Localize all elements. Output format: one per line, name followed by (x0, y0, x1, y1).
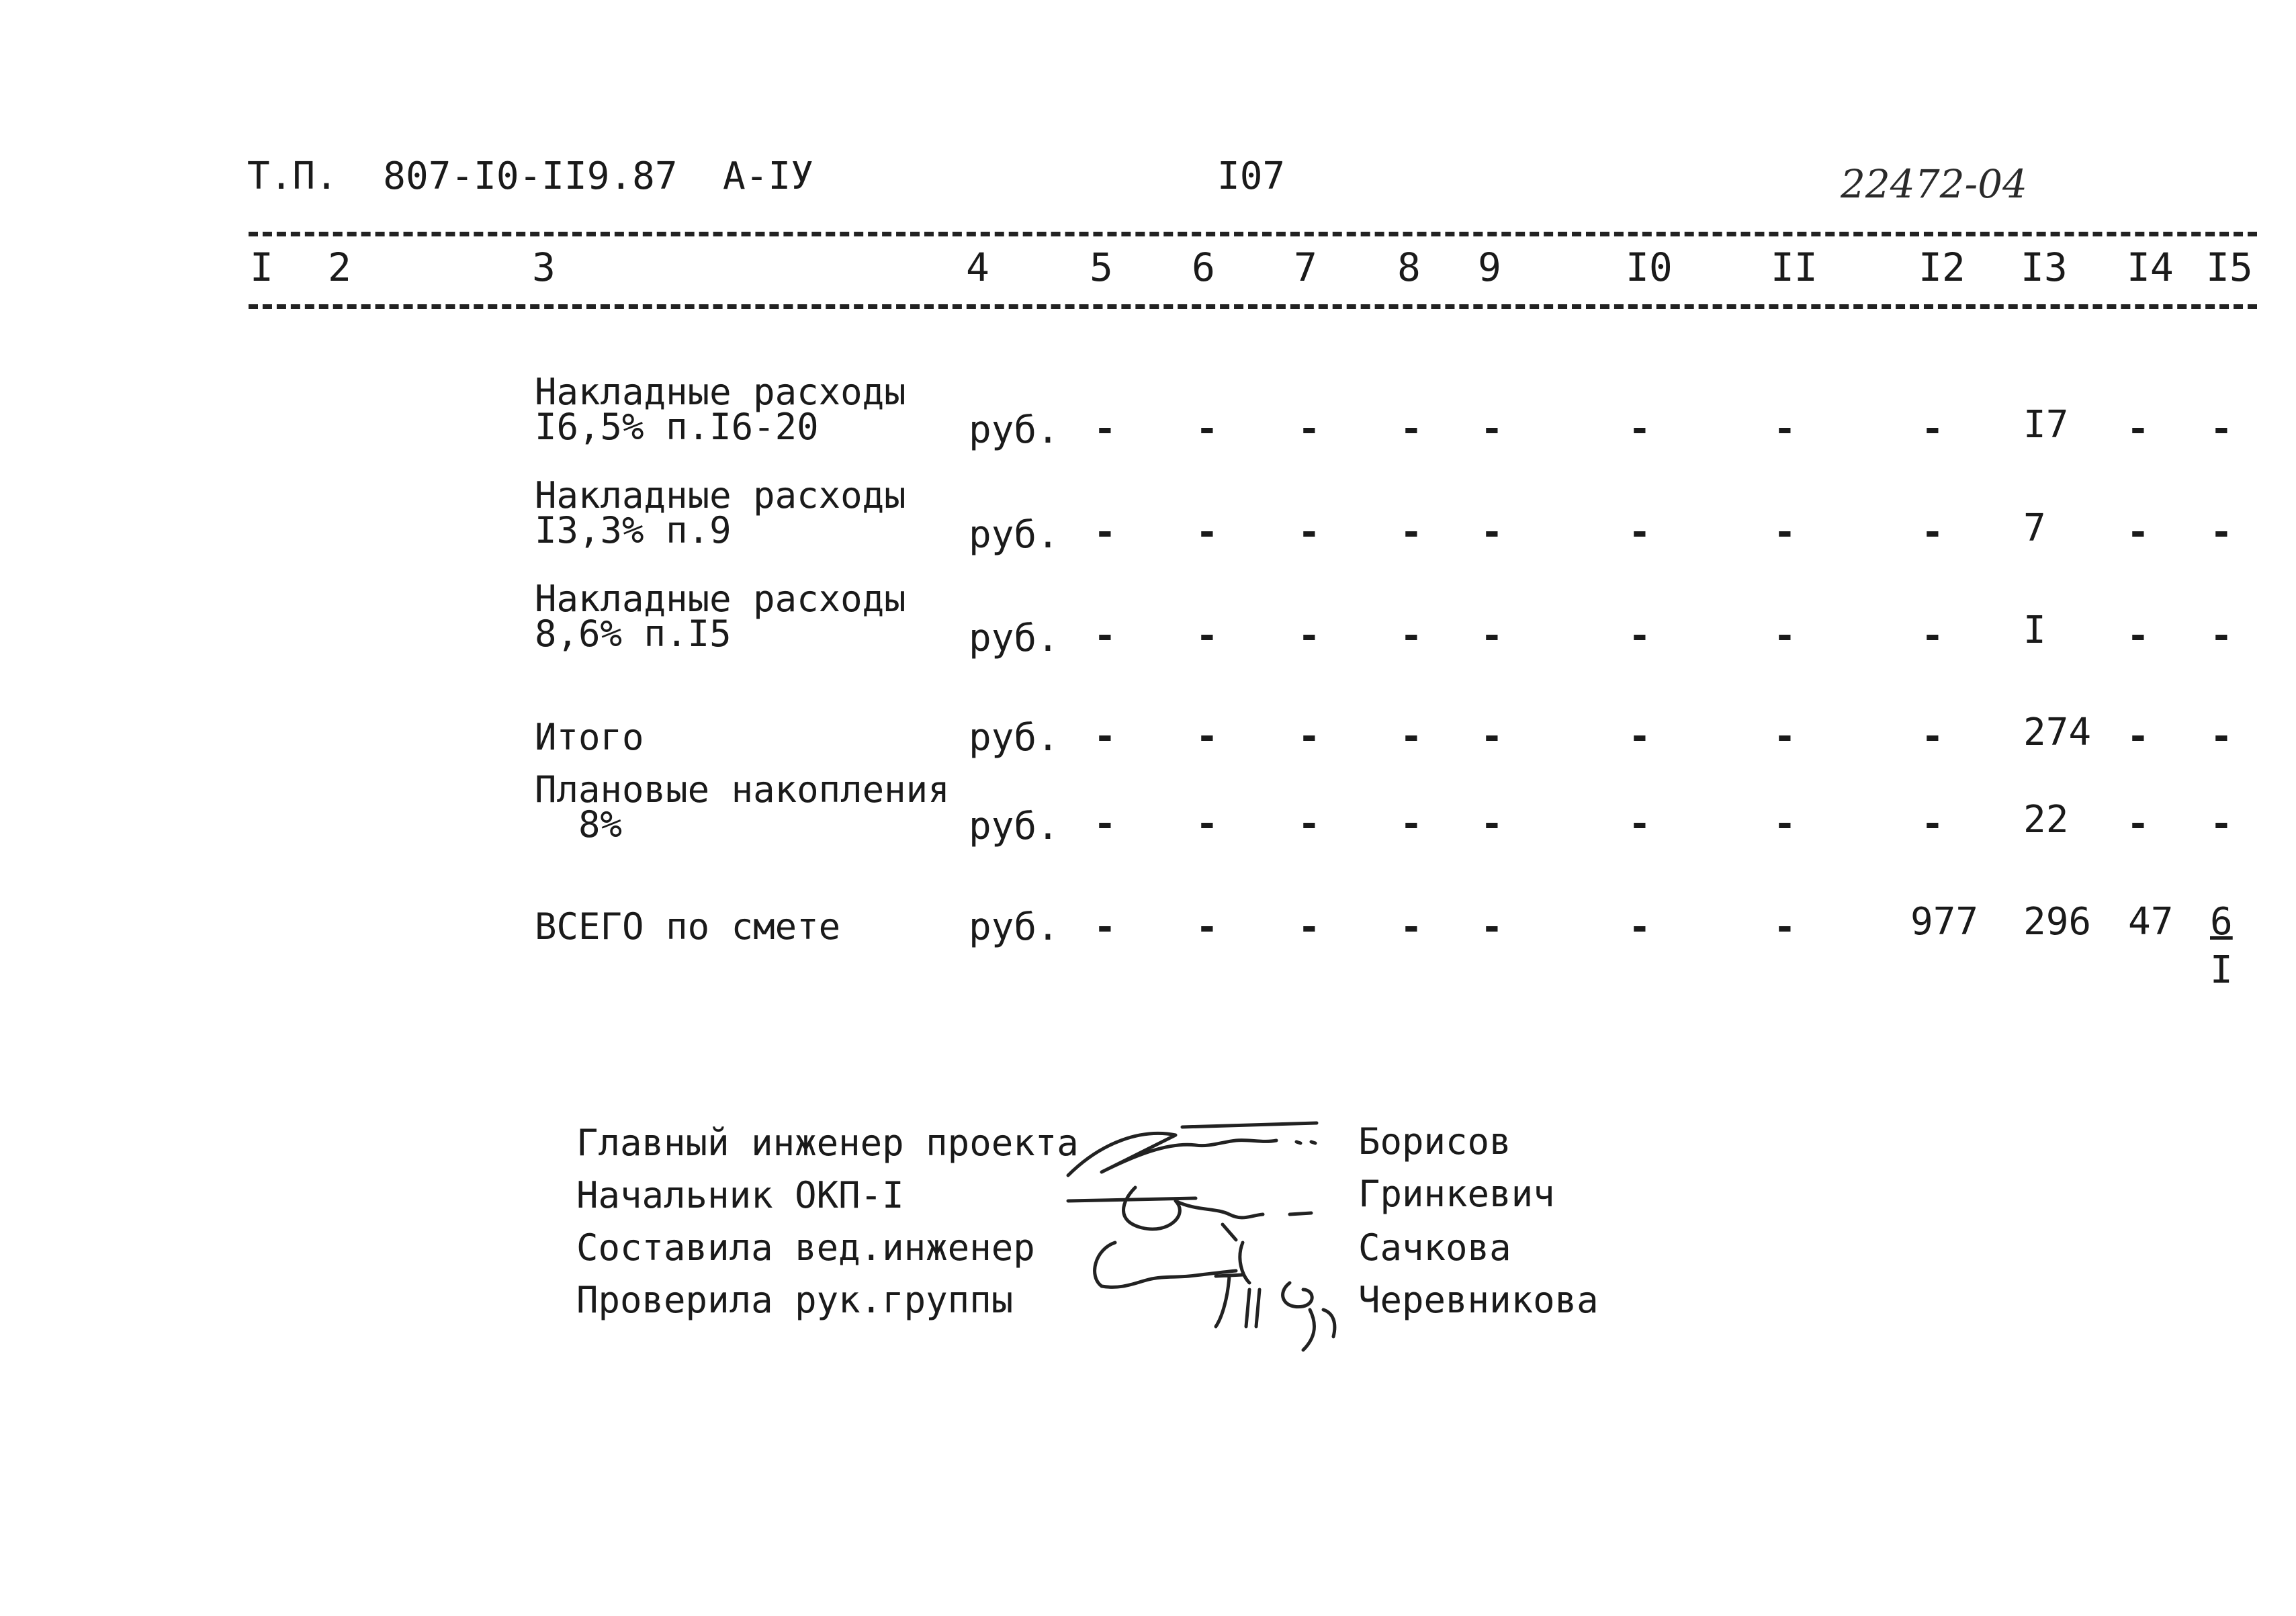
signature-name-1: Борисов (1358, 1120, 1511, 1163)
row-2-col6: - (1196, 510, 1219, 554)
column-number-14: I4 (2127, 244, 2174, 290)
row-1-col12: - (1921, 407, 1944, 451)
row-1-col7: - (1298, 407, 1321, 451)
row-3-col14: - (2127, 614, 2150, 658)
row-6-col6: - (1196, 905, 1219, 949)
row-3-col8: - (1400, 614, 1423, 658)
column-number-7: 7 (1294, 244, 1317, 290)
row-3-label-line1: Накладные расходы (535, 578, 906, 620)
column-number-5: 5 (1090, 244, 1113, 290)
row-1-col14: - (2127, 407, 2150, 451)
row-6-col15-below: I (2210, 948, 2233, 992)
row-3-col15: - (2210, 614, 2233, 658)
row-5-col8: - (1400, 802, 1423, 846)
row-1-col9: - (1481, 407, 1503, 451)
row-6-col8: - (1400, 905, 1423, 949)
header-dash-line-bottom (249, 304, 2257, 309)
column-number-15: I5 (2206, 244, 2253, 290)
row-3-col7: - (1298, 614, 1321, 658)
row-4-col12: - (1921, 715, 1944, 758)
row-3-col6: - (1196, 614, 1219, 658)
row-5-col11: - (1773, 802, 1796, 846)
row-6-unit: руб. (969, 905, 1059, 949)
row-2-col15: - (2210, 510, 2233, 554)
column-number-4: 4 (966, 244, 989, 290)
handwritten-number: 22472-04 (1841, 161, 2027, 207)
row-2-unit: руб. (969, 513, 1059, 557)
row-4-col11: - (1773, 715, 1796, 758)
row-5-col7: - (1298, 802, 1321, 846)
row-3-col11: - (1773, 614, 1796, 658)
document-reference: Т.П. 807-I0-II9.87 А-IУ (247, 154, 813, 198)
signature-name-2: Гринкевич (1358, 1173, 1555, 1215)
row-1-col10: - (1628, 407, 1651, 451)
row-6-col5: - (1094, 905, 1116, 949)
signature-name-3: Сачкова (1358, 1226, 1511, 1269)
row-4-col7: - (1298, 715, 1321, 758)
signature-scribble-4 (1202, 1263, 1364, 1357)
signature-role-2: Начальник ОКП-I (576, 1174, 904, 1216)
row-3-unit: руб. (969, 617, 1059, 660)
row-4-col13: 274 (2023, 711, 2092, 754)
row-1-col8: - (1400, 407, 1423, 451)
page-number: I07 (1217, 154, 1286, 198)
column-number-13: I3 (2021, 244, 2068, 290)
row-2-col9: - (1481, 510, 1503, 554)
column-number-11: II (1771, 244, 1818, 290)
row-4-col5: - (1094, 715, 1116, 758)
row-6-col15: 6 (2210, 900, 2233, 944)
row-5-col10: - (1628, 802, 1651, 846)
column-number-10: I0 (1626, 244, 1673, 290)
row-2-col10: - (1628, 510, 1651, 554)
row-5-col9: - (1481, 802, 1503, 846)
row-1-label-line2: I6,5% п.I6-20 (535, 406, 819, 448)
row-6-col11: - (1773, 905, 1796, 949)
row-3-col10: - (1628, 614, 1651, 658)
signature-role-3: Составила вед.инженер (576, 1226, 1035, 1269)
row-6-col12: 977 (1910, 900, 1979, 944)
column-number-9: 9 (1478, 244, 1501, 290)
row-5-unit: руб. (969, 805, 1059, 848)
row-1-col6: - (1196, 407, 1219, 451)
row-5-label-line2: 8% (535, 803, 623, 846)
column-number-3: 3 (532, 244, 556, 290)
row-5-col5: - (1094, 802, 1116, 846)
row-2-col11: - (1773, 510, 1796, 554)
row-5-col15: - (2210, 802, 2233, 846)
row-4-col9: - (1481, 715, 1503, 758)
header-dash-line-top (249, 232, 2257, 236)
row-2-col14: - (2127, 510, 2150, 554)
row-2-col13: 7 (2023, 506, 2046, 550)
row-6-label: ВСЕГО по смете (535, 905, 841, 948)
column-number-1: I (250, 244, 273, 290)
row-4-col14: - (2127, 715, 2150, 758)
row-2-label-line2: I3,3% п.9 (535, 509, 732, 551)
row-1-col11: - (1773, 407, 1796, 451)
signature-role-4: Проверила рук.группы (576, 1279, 1014, 1321)
row-4-col10: - (1628, 715, 1651, 758)
row-3-label-line2: 8,6% п.I5 (535, 613, 732, 655)
signature-role-1: Главный инженер проекта (576, 1122, 1079, 1164)
signature-name-4: Черевникова (1358, 1279, 1599, 1321)
row-5-col6: - (1196, 802, 1219, 846)
row-5-col13: 22 (2023, 798, 2069, 842)
row-4-col15: - (2210, 715, 2233, 758)
row-1-col5: - (1094, 407, 1116, 451)
row-4-col6: - (1196, 715, 1219, 758)
row-2-col8: - (1400, 510, 1423, 554)
row-6-col14: 47 (2128, 900, 2174, 944)
row-1-label-line1: Накладные расходы (535, 371, 906, 413)
row-6-col9: - (1481, 905, 1503, 949)
row-6-col13: 296 (2023, 900, 2092, 944)
column-number-2: 2 (328, 244, 351, 290)
row-5-col12: - (1921, 802, 1944, 846)
row-2-col12: - (1921, 510, 1944, 554)
column-number-6: 6 (1192, 244, 1215, 290)
row-3-col5: - (1094, 614, 1116, 658)
row-1-col15: - (2210, 407, 2233, 451)
row-3-col13: I (2023, 609, 2046, 652)
row-2-label-line1: Накладные расходы (535, 474, 906, 517)
row-2-col5: - (1094, 510, 1116, 554)
row-6-col10: - (1628, 905, 1651, 949)
column-number-12: I2 (1918, 244, 1966, 290)
row-6-col7: - (1298, 905, 1321, 949)
row-5-label-line1: Плановые накопления (535, 768, 950, 811)
row-4-col8: - (1400, 715, 1423, 758)
row-4-unit: руб. (969, 716, 1059, 760)
row-2-col7: - (1298, 510, 1321, 554)
row-1-unit: руб. (969, 408, 1059, 452)
column-number-8: 8 (1397, 244, 1421, 290)
row-4-label: Итого (535, 716, 644, 758)
row-5-col14: - (2127, 802, 2150, 846)
row-1-col13: I7 (2023, 403, 2069, 447)
row-3-col12: - (1921, 614, 1944, 658)
row-3-col9: - (1481, 614, 1503, 658)
